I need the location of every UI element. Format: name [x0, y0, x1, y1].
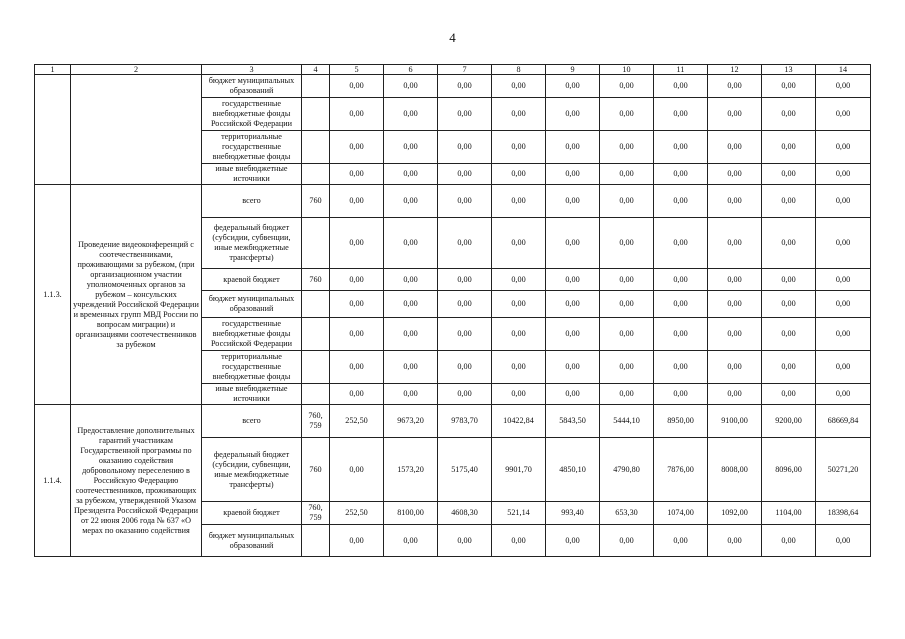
value-cell: 0,00 [654, 318, 708, 351]
column-header: 1 [35, 65, 71, 75]
value-cell: 0,00 [438, 75, 492, 98]
budget-code [302, 525, 330, 557]
value-cell: 0,00 [708, 131, 762, 164]
value-cell: 0,00 [816, 218, 871, 269]
value-cell: 4850,10 [546, 438, 600, 502]
value-cell: 0,00 [708, 75, 762, 98]
value-cell: 0,00 [330, 131, 384, 164]
value-cell: 0,00 [708, 164, 762, 185]
value-cell: 8950,00 [654, 405, 708, 438]
value-cell: 0,00 [762, 291, 816, 318]
value-cell: 0,00 [762, 131, 816, 164]
value-cell: 0,00 [600, 318, 654, 351]
item-number [35, 75, 71, 185]
value-cell: 18398,64 [816, 502, 871, 525]
value-cell: 9673,20 [384, 405, 438, 438]
value-cell: 1104,00 [762, 502, 816, 525]
value-cell: 0,00 [438, 318, 492, 351]
value-cell: 0,00 [600, 384, 654, 405]
value-cell: 0,00 [816, 525, 871, 557]
budget-code [302, 318, 330, 351]
item-number: 1.1.3. [35, 185, 71, 405]
value-cell: 0,00 [384, 75, 438, 98]
value-cell: 0,00 [492, 318, 546, 351]
funding-source: федеральный бюджет (субсидии, субвенции, иные межбюджетные трансферты) [202, 218, 302, 269]
value-cell: 0,00 [816, 164, 871, 185]
value-cell: 0,00 [708, 384, 762, 405]
value-cell: 0,00 [708, 525, 762, 557]
value-cell: 0,00 [816, 351, 871, 384]
value-cell: 252,50 [330, 405, 384, 438]
funding-source: федеральный бюджет (субсидии, субвенции, иные межбюджетные трансферты) [202, 438, 302, 502]
funding-source: бюджет муниципальных образований [202, 75, 302, 98]
funding-source: всего [202, 405, 302, 438]
value-cell: 0,00 [762, 318, 816, 351]
value-cell: 5175,40 [438, 438, 492, 502]
value-cell: 0,00 [384, 164, 438, 185]
funding-source: иные внебюджетные источники [202, 164, 302, 185]
value-cell: 5444,10 [600, 405, 654, 438]
budget-code [302, 384, 330, 405]
value-cell: 0,00 [330, 98, 384, 131]
budget-code: 760, 759 [302, 502, 330, 525]
item-name [71, 75, 202, 185]
value-cell: 0,00 [600, 269, 654, 291]
value-cell: 0,00 [384, 318, 438, 351]
value-cell: 8100,00 [384, 502, 438, 525]
budget-code [302, 218, 330, 269]
value-cell: 0,00 [438, 269, 492, 291]
value-cell: 1092,00 [708, 502, 762, 525]
value-cell: 0,00 [762, 98, 816, 131]
column-header: 9 [546, 65, 600, 75]
value-cell: 0,00 [492, 164, 546, 185]
value-cell: 10422,84 [492, 405, 546, 438]
value-cell: 9200,00 [762, 405, 816, 438]
value-cell: 50271,20 [816, 438, 871, 502]
value-cell: 0,00 [708, 269, 762, 291]
value-cell: 0,00 [654, 98, 708, 131]
value-cell: 0,00 [546, 98, 600, 131]
budget-code [302, 98, 330, 131]
column-header: 10 [600, 65, 654, 75]
value-cell: 0,00 [816, 131, 871, 164]
value-cell: 0,00 [384, 131, 438, 164]
value-cell: 0,00 [438, 185, 492, 218]
value-cell: 1074,00 [654, 502, 708, 525]
value-cell: 0,00 [438, 164, 492, 185]
value-cell: 0,00 [330, 291, 384, 318]
value-cell: 0,00 [600, 98, 654, 131]
value-cell: 0,00 [654, 164, 708, 185]
value-cell: 0,00 [330, 218, 384, 269]
value-cell: 0,00 [762, 269, 816, 291]
funding-source: бюджет муниципальных образований [202, 525, 302, 557]
value-cell: 0,00 [816, 185, 871, 218]
value-cell: 0,00 [546, 351, 600, 384]
value-cell: 0,00 [816, 291, 871, 318]
value-cell: 0,00 [492, 384, 546, 405]
value-cell: 0,00 [654, 75, 708, 98]
budget-table [34, 64, 871, 557]
value-cell: 0,00 [492, 351, 546, 384]
value-cell: 0,00 [492, 98, 546, 131]
value-cell: 0,00 [708, 98, 762, 131]
value-cell: 0,00 [330, 318, 384, 351]
value-cell: 0,00 [492, 131, 546, 164]
column-header: 13 [762, 65, 816, 75]
column-header: 14 [816, 65, 871, 75]
funding-source: государственные внебюджетные фонды Российской Федерации [202, 318, 302, 351]
value-cell: 0,00 [438, 384, 492, 405]
value-cell: 0,00 [600, 525, 654, 557]
column-header: 6 [384, 65, 438, 75]
value-cell: 0,00 [654, 131, 708, 164]
value-cell: 0,00 [492, 525, 546, 557]
value-cell: 0,00 [492, 185, 546, 218]
item-name: Проведение видеоконференций с соотечественниками, проживающими за рубежом, (при организационном участии уполномоченных органов за рубежом – консульских учреждений Российской Федерации и временных групп МВД России по вопросам миграции) и организациями соотечественников за рубежом [71, 185, 202, 405]
value-cell: 0,00 [762, 525, 816, 557]
value-cell: 0,00 [654, 351, 708, 384]
table-row [35, 405, 871, 438]
value-cell: 0,00 [654, 218, 708, 269]
value-cell: 0,00 [438, 131, 492, 164]
budget-code [302, 164, 330, 185]
value-cell: 0,00 [438, 291, 492, 318]
budget-code [302, 351, 330, 384]
value-cell: 7876,00 [654, 438, 708, 502]
budget-code: 760 [302, 269, 330, 291]
budget-code [302, 75, 330, 98]
funding-source: государственные внебюджетные фонды Российской Федерации [202, 98, 302, 131]
value-cell: 0,00 [654, 269, 708, 291]
value-cell: 0,00 [600, 131, 654, 164]
column-header: 5 [330, 65, 384, 75]
value-cell: 0,00 [384, 384, 438, 405]
page-number: 4 [449, 30, 456, 45]
value-cell: 0,00 [384, 525, 438, 557]
value-cell: 0,00 [762, 185, 816, 218]
value-cell: 0,00 [330, 438, 384, 502]
funding-source: краевой бюджет [202, 269, 302, 291]
budget-code [302, 291, 330, 318]
column-header: 4 [302, 65, 330, 75]
column-header-row [35, 65, 871, 75]
value-cell: 0,00 [546, 384, 600, 405]
value-cell: 0,00 [492, 291, 546, 318]
value-cell: 0,00 [438, 351, 492, 384]
value-cell: 1573,20 [384, 438, 438, 502]
value-cell: 0,00 [330, 185, 384, 218]
value-cell: 0,00 [654, 525, 708, 557]
value-cell: 653,30 [600, 502, 654, 525]
value-cell: 0,00 [384, 185, 438, 218]
column-header: 12 [708, 65, 762, 75]
value-cell: 521,14 [492, 502, 546, 525]
value-cell: 0,00 [384, 351, 438, 384]
value-cell: 0,00 [654, 384, 708, 405]
value-cell: 0,00 [546, 269, 600, 291]
value-cell: 0,00 [546, 318, 600, 351]
value-cell: 0,00 [384, 218, 438, 269]
column-header: 7 [438, 65, 492, 75]
value-cell: 0,00 [762, 75, 816, 98]
value-cell: 0,00 [384, 269, 438, 291]
value-cell: 0,00 [600, 351, 654, 384]
value-cell: 0,00 [762, 384, 816, 405]
value-cell: 0,00 [546, 525, 600, 557]
budget-code: 760 [302, 438, 330, 502]
value-cell: 0,00 [600, 218, 654, 269]
column-header: 8 [492, 65, 546, 75]
value-cell: 0,00 [708, 185, 762, 218]
value-cell: 0,00 [546, 291, 600, 318]
value-cell: 0,00 [546, 131, 600, 164]
value-cell: 0,00 [330, 75, 384, 98]
value-cell: 0,00 [816, 98, 871, 131]
value-cell: 0,00 [816, 318, 871, 351]
budget-code [302, 131, 330, 164]
value-cell: 0,00 [762, 218, 816, 269]
value-cell: 0,00 [762, 164, 816, 185]
item-name: Предоставление дополнительных гарантий участникам Государственной программы по оказанию содействия добровольному переселению в Российскую Федерацию соотечественников, проживающих за рубежом, утвержденной Указом Президента Российской Федерации от 22 июня 2006 года № 637 «О мерах по оказанию содействия [71, 405, 202, 557]
value-cell: 0,00 [384, 98, 438, 131]
value-cell: 0,00 [708, 218, 762, 269]
value-cell: 0,00 [600, 185, 654, 218]
funding-source: территориальные государственные внебюджетные фонды [202, 131, 302, 164]
value-cell: 9901,70 [492, 438, 546, 502]
value-cell: 0,00 [330, 384, 384, 405]
value-cell: 0,00 [708, 291, 762, 318]
value-cell: 252,50 [330, 502, 384, 525]
value-cell: 0,00 [600, 164, 654, 185]
value-cell: 8096,00 [762, 438, 816, 502]
value-cell: 0,00 [438, 98, 492, 131]
value-cell: 0,00 [438, 525, 492, 557]
value-cell: 9783,70 [438, 405, 492, 438]
value-cell: 0,00 [708, 351, 762, 384]
value-cell: 0,00 [330, 269, 384, 291]
value-cell: 0,00 [654, 185, 708, 218]
value-cell: 4790,80 [600, 438, 654, 502]
value-cell: 68669,84 [816, 405, 871, 438]
value-cell: 0,00 [492, 218, 546, 269]
budget-code: 760, 759 [302, 405, 330, 438]
value-cell: 993,40 [546, 502, 600, 525]
value-cell: 0,00 [762, 351, 816, 384]
value-cell: 0,00 [816, 269, 871, 291]
value-cell: 0,00 [816, 384, 871, 405]
value-cell: 4608,30 [438, 502, 492, 525]
table-row [35, 75, 871, 98]
budget-code: 760 [302, 185, 330, 218]
value-cell: 0,00 [600, 75, 654, 98]
item-number: 1.1.4. [35, 405, 71, 557]
funding-source: иные внебюджетные источники [202, 384, 302, 405]
column-header: 11 [654, 65, 708, 75]
value-cell: 0,00 [600, 291, 654, 318]
value-cell: 0,00 [546, 218, 600, 269]
column-header: 2 [71, 65, 202, 75]
value-cell: 0,00 [816, 75, 871, 98]
value-cell: 0,00 [546, 75, 600, 98]
column-header: 3 [202, 65, 302, 75]
value-cell: 0,00 [330, 164, 384, 185]
value-cell: 0,00 [708, 318, 762, 351]
funding-source: территориальные государственные внебюджетные фонды [202, 351, 302, 384]
value-cell: 0,00 [546, 185, 600, 218]
value-cell: 0,00 [654, 291, 708, 318]
funding-source: всего [202, 185, 302, 218]
value-cell: 0,00 [330, 525, 384, 557]
value-cell: 0,00 [384, 291, 438, 318]
value-cell: 0,00 [546, 164, 600, 185]
value-cell: 0,00 [492, 269, 546, 291]
value-cell: 8008,00 [708, 438, 762, 502]
value-cell: 0,00 [438, 218, 492, 269]
funding-source: бюджет муниципальных образований [202, 291, 302, 318]
funding-source: краевой бюджет [202, 502, 302, 525]
value-cell: 0,00 [330, 351, 384, 384]
value-cell: 5843,50 [546, 405, 600, 438]
table-row [35, 185, 871, 218]
value-cell: 9100,00 [708, 405, 762, 438]
value-cell: 0,00 [492, 75, 546, 98]
